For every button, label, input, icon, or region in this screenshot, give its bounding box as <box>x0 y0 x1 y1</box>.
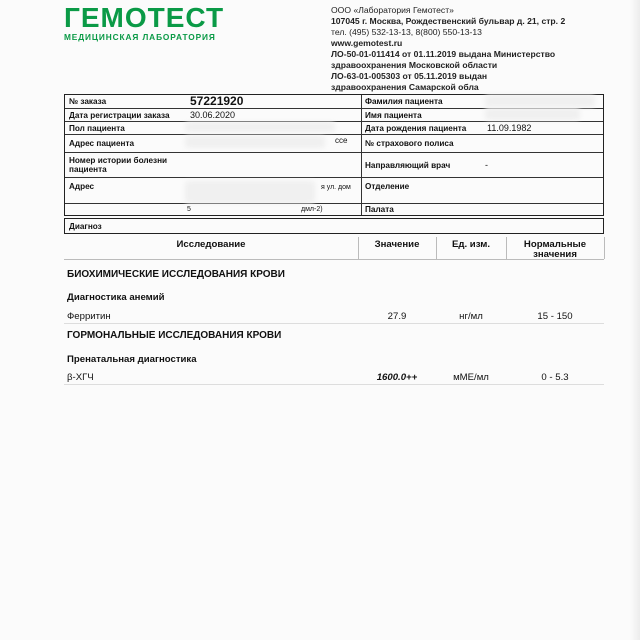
section-subtitle: Пренатальная диагностика <box>67 354 197 365</box>
result-value: 1600.0++ <box>376 372 418 383</box>
patient-row <box>65 134 603 153</box>
logo-tagline: МЕДИЦИНСКАЯ ЛАБОРАТОРИЯ <box>64 32 216 42</box>
license-1: ЛО-50-01-011414 от 01.11.2019 выдана Министерство <box>331 49 556 59</box>
room-fragment: дмл-2) <box>301 206 323 213</box>
license-1-authority: здравоохранения Московской области <box>331 60 498 70</box>
company-name: ООО «Лаборатория Гемотест» <box>331 5 454 15</box>
logo-name: ГЕМОТЕСТ <box>64 2 225 33</box>
reg-date-value: 30.06.2020 <box>190 110 236 120</box>
number-fragment: 5 <box>187 206 191 213</box>
result-unit: мМЕ/мл <box>453 372 489 383</box>
diagnosis-row <box>64 218 604 234</box>
reg-date-label: Дата регистрации заказа <box>69 111 170 120</box>
surname-label: Фамилия пациента <box>365 97 443 106</box>
department-label: Отделение <box>365 182 410 191</box>
birth-value: 11.09.1982 <box>487 123 532 133</box>
insurance-label: № страхового полиса <box>365 139 454 148</box>
doctor-label: Направляющий врач <box>365 161 451 170</box>
section-subtitle: Диагностика анемий <box>67 292 165 303</box>
company-website: www.gemotest.ru <box>331 38 403 48</box>
header-unit: Ед. изм. <box>451 239 490 250</box>
street-fragment: я ул. дом <box>321 184 351 191</box>
order-label: № заказа <box>69 97 107 106</box>
redacted-area <box>485 108 580 120</box>
header-value: Значение <box>374 239 420 250</box>
column-divider <box>361 95 362 215</box>
row-divider <box>64 323 604 324</box>
doctor-value: - <box>485 160 488 170</box>
gender-label: Пол пациента <box>69 124 125 133</box>
result-normal: 15 - 150 <box>537 311 573 322</box>
section-title: БИОХИМИЧЕСКИЕ ИССЛЕДОВАНИЯ КРОВИ <box>67 269 285 280</box>
row-divider <box>64 384 604 385</box>
result-row <box>64 371 604 385</box>
address-fragment: ссе <box>335 136 348 145</box>
page-shadow <box>630 0 640 640</box>
redacted-area <box>185 181 315 203</box>
redacted-area <box>185 122 335 132</box>
result-test: β-ХГЧ <box>67 372 94 383</box>
address-label: Адрес пациента <box>69 139 135 148</box>
logo <box>64 4 224 42</box>
result-unit: нг/мл <box>459 311 483 322</box>
section-title: ГОРМОНАЛЬНЫЕ ИССЛЕДОВАНИЯ КРОВИ <box>67 330 282 341</box>
birth-label: Дата рождения пациента <box>365 124 467 133</box>
redacted-area <box>185 136 325 148</box>
redacted-area <box>485 95 595 107</box>
name-label: Имя пациента <box>365 111 422 120</box>
address2-label: Адрес <box>69 182 95 191</box>
company-address: 107045 г. Москва, Рождественский бульвар д. 21, стр. 2 <box>331 16 566 26</box>
result-normal: 0 - 5.3 <box>541 372 569 383</box>
header-normal: Нормальные значения <box>523 239 587 260</box>
header-divider <box>604 237 605 259</box>
result-test: Ферритин <box>67 311 111 322</box>
company-phone: тел. (495) 532-13-13, 8(800) 550-13-13 <box>331 27 482 37</box>
result-row <box>64 310 604 324</box>
history-label: Номер истории болезни пациента <box>69 156 168 174</box>
company-info <box>331 5 621 93</box>
diagnosis-label: Диагноз <box>69 222 102 231</box>
license-2: ЛО-63-01-005303 от 05.11.2019 выдан <box>331 71 488 81</box>
result-value: 27.9 <box>387 311 407 322</box>
order-value: 57221920 <box>190 94 244 108</box>
patient-info-table <box>64 94 604 216</box>
license-2-authority: здравоохранения Самарской обла <box>331 82 479 92</box>
ward-label: Палата <box>365 205 394 214</box>
header-test: Исследование <box>176 239 246 250</box>
